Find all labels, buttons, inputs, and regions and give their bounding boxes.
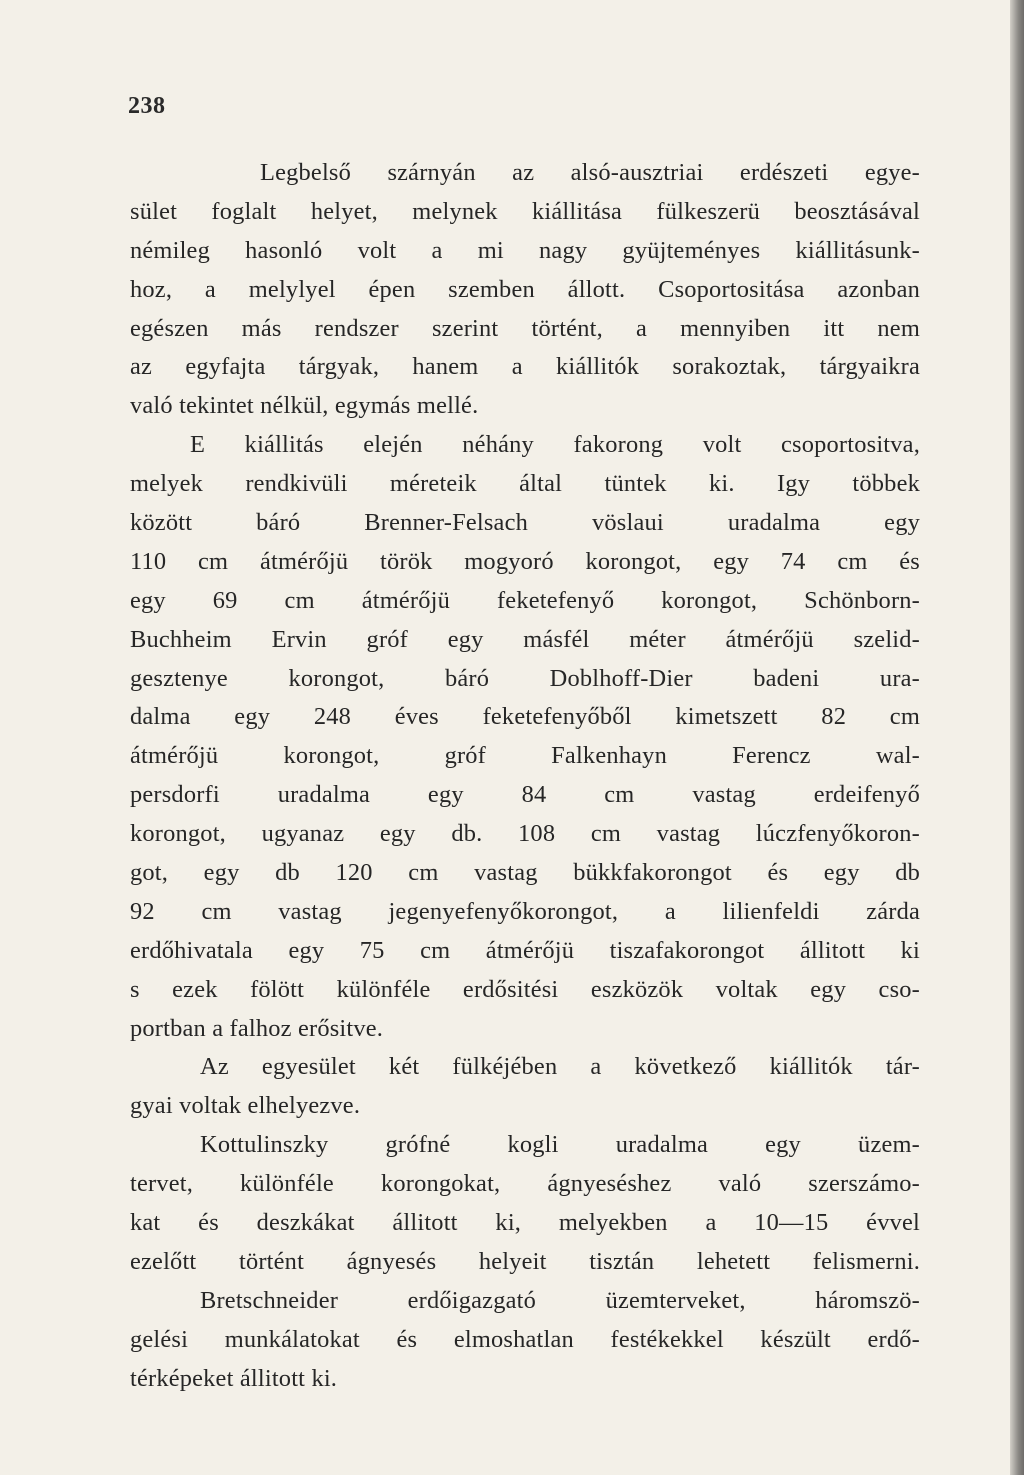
text-line: portban a falhoz erősitve. [130,1014,384,1042]
text-line: hoz, a melylyel épen szemben állott. Csoportositása azonban [130,275,920,303]
text-line: melyek rendkivüli méreteik által tüntek ki. Igy többek [130,470,920,498]
body-text [130,154,920,1399]
text-line: 92 cm vastag jegenyefenyőkorongot, a lilienfeldi zárda [130,897,920,925]
page-number: 238 [128,93,166,119]
text-line: egy 69 cm átmérőjü feketefenyő korongot, Schönborn- [130,586,920,614]
text-line: gelési munkálatokat és elmoshatlan festékekkel készült erdő- [130,1325,920,1353]
text-line: dalma egy 248 éves feketefenyőből kimetszett 82 cm [130,703,920,731]
text-line: Az egyesület két fülkéjében a következő kiállitók tár- [200,1053,920,1081]
text-line: gyai voltak elhelyezve. [130,1092,361,1120]
text-line: Buchheim Ervin gróf egy másfél méter átmérőjü szelid- [130,625,920,653]
text-line: 110 cm átmérőjü török mogyoró korongot, egy 74 cm és [130,547,920,575]
text-line: erdőhivatala egy 75 cm átmérőjü tiszafakorongot állitott ki [130,936,920,964]
text-line: Legbelső szárnyán az alsó-ausztriai erdészeti egye- [260,159,920,186]
text-line: s ezek fölött különféle erdősitési eszközök voltak egy cso- [130,975,920,1003]
text-line: egészen más rendszer szerint történt, a mennyiben itt nem [130,314,920,342]
text-line: térképeket állitott ki. [130,1364,338,1392]
text-line: kat és deszkákat állitott ki, melyekben a 10—15 évvel [130,1209,920,1237]
text-line: tervet, különféle korongokat, ágnyeséshez való szerszámo- [130,1170,920,1198]
text-line: némileg hasonló volt a mi nagy gyüjteményes kiállitásunk- [130,236,920,264]
text-line: persdorfi uradalma egy 84 cm vastag erdeifenyő [130,781,920,809]
text-line: között báró Brenner-Felsach vöslaui uradalma egy [130,509,920,537]
text-line: korongot, ugyanaz egy db. 108 cm vastag lúczfenyőkoron- [130,820,920,848]
text-line: E kiállitás elején néhány fakorong volt csoportositva, [190,431,920,459]
text-line: Bretschneider erdőigazgató üzemterveket, háromszö- [200,1286,920,1314]
text-line: gesztenye korongot, báró Doblhoff-Dier badeni ura- [130,664,920,692]
text-line: Kottulinszky grófné kogli uradalma egy üzem- [200,1131,920,1159]
text-line: az egyfajta tárgyak, hanem a kiállitók sorakoztak, tárgyaikra [130,353,920,381]
text-line: got, egy db 120 cm vastag bükkfakorongot és egy db [130,859,920,887]
text-line: való tekintet nélkül, egymás mellé. [130,392,479,420]
text-line: ezelőtt történt ágnyesés helyeit tisztán lehetett felismerni. [130,1247,920,1275]
scan-edge [1010,0,1024,1475]
text-line: sület foglalt helyet, melynek kiállitása fülkeszerü beosztásával [130,197,920,225]
text-line: átmérőjü korongot, gróf Falkenhayn Ferencz wal- [130,742,920,770]
